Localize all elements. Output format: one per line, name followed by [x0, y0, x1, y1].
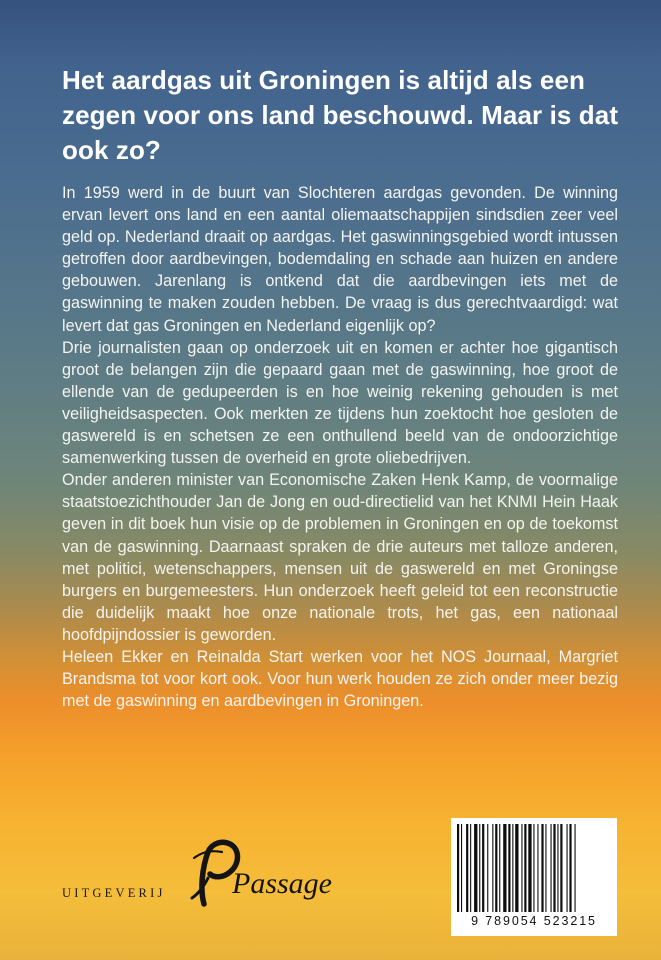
blurb: [62, 182, 618, 712]
passage-logo-icon: [182, 838, 352, 908]
publisher-logo: [62, 838, 352, 908]
paragraph-3: Onder anderen minister van Economische Zaken Henk Kamp, de voormalige staatstoezichthouder Jan de Jong en oud-directielid van het KNMI Hein Haak geven in dit boek hun visie op de problemen in Groningen en op de toekomst van de gaswinning. Daarnaast spraken de drie auteurs met talloze anderen, met politici, wetenschappers, mensen uit de gaswereld en met Groningse burgers en burgemeesters. Hun onderzoek heeft geleid tot een reconstructie die duidelijk maakt hoe onze nationale trots, het gas, een nationaal hoofdpijndossier is geworden.: [62, 471, 618, 644]
publisher-prefix: UITGEVERIJ: [62, 886, 166, 900]
paragraph-1: In 1959 werd in de buurt van Slochteren aardgas gevonden. De winning ervan levert ons land en een aantal oliemaatschappijen sindsdien zeer veel geld op. Nederland draait op aardgas. Het gaswinningsgebied wordt intussen getroffen door aardbevingen, bodemdaling en schade aan huizen en andere gebouwen. Jarenlang is ontkend dat die aardbevingen iets met de gaswinning te maken zouden hebben. De vraag is dus gerechtvaardigd: wat levert dat gas Groningen en Nederland eigenlijk op?: [62, 184, 618, 335]
paragraph-2: Drie journalisten gaan op onderzoek uit en komen er achter hoe gigantisch groot de belangen zijn die gepaard gaan met de gaswinning, hoe groot de ellende van de gedupeerden is en hoe weinig rekening gehouden is met veiligheidsaspecten. Ook merkten ze tijdens hun zoektocht hoe gesloten de gaswereld is en schetsen ze een onthullend beeld van de ondoorzichtige samenwerking tussen de overheid en grote oliebedrijven.: [62, 338, 618, 468]
publisher-name: Passage: [232, 867, 332, 900]
isbn-barcode: [451, 818, 617, 936]
headline: Het aardgas uit Groningen is altijd als een zegen voor ons land beschouwd. Maar is dat ook zo?: [62, 65, 619, 165]
paragraph-4: Heleen Ekker en Reinalda Start werken voor het NOS Journaal, Margriet Brandsma tot voor kort ook. Voor hun werk houden ze zich onder meer bezig met de gaswinning en aardbevingen in Groningen.: [62, 647, 618, 711]
barcode-icon: [455, 824, 613, 912]
isbn-number: 9 789054 523215: [471, 914, 597, 928]
